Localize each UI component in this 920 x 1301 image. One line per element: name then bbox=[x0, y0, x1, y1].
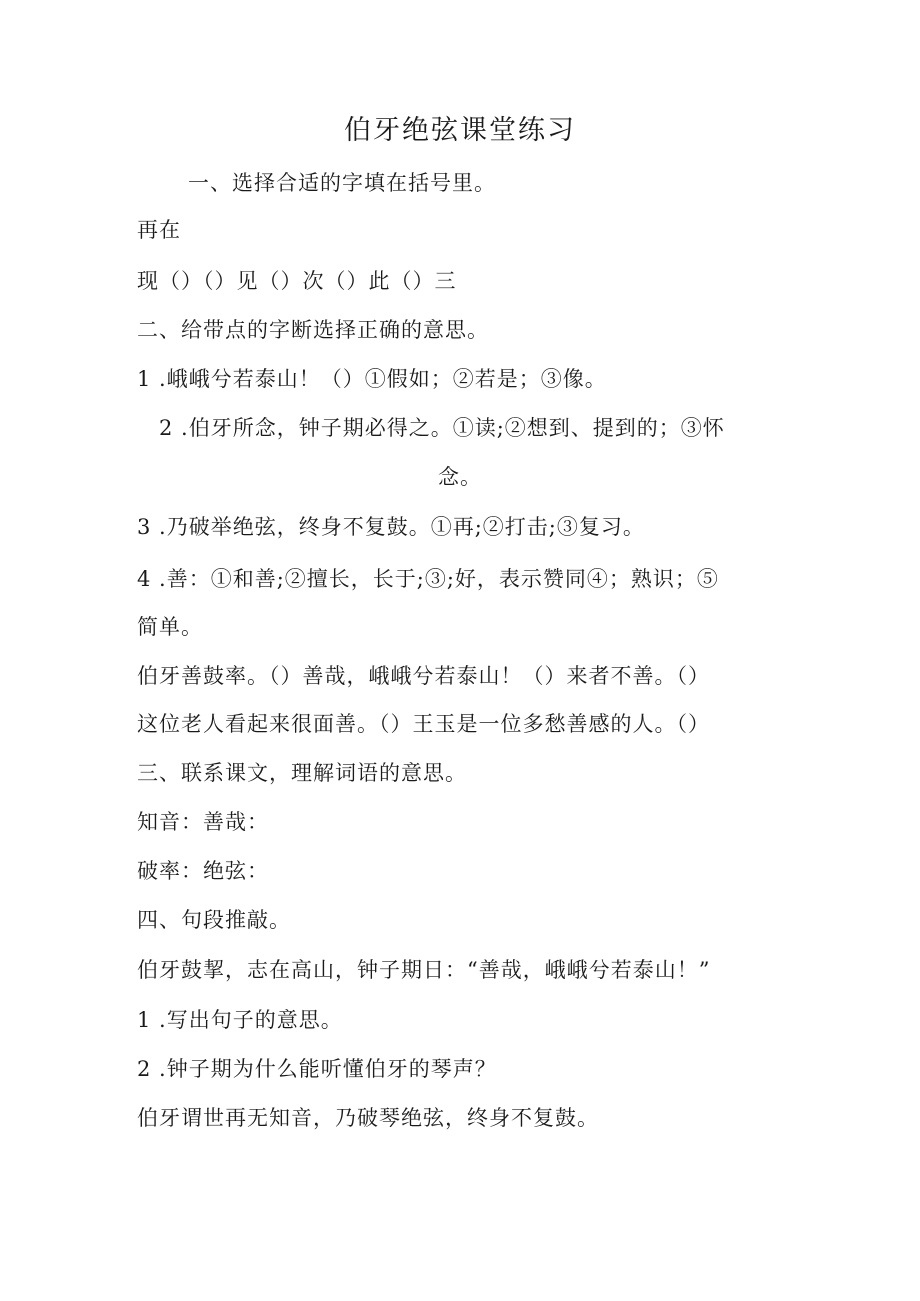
section2-question-1: 1 .峨峨兮若泰山！（）①假如；②若是；③像。 bbox=[137, 367, 607, 391]
section2-question-3: 3 .乃破举绝弦，终身不复鼓。①再;②打击;③复习。 bbox=[137, 515, 645, 539]
section4-question-1: 1 .写出句子的意思。 bbox=[137, 1008, 343, 1032]
section2-heading: 二、给带点的字断选择正确的意思。 bbox=[137, 318, 489, 342]
section1-heading: 一、选择合适的字填在括号里。 bbox=[188, 171, 496, 195]
section1-options: 再在 bbox=[137, 218, 181, 242]
section2-question-2-line-2: 念。 bbox=[438, 465, 482, 489]
section3-heading: 三、联系课文，理解词语的意思。 bbox=[137, 761, 467, 785]
section4-question-2: 2 .钟子期为什么能听懂伯牙的琴声？ bbox=[137, 1057, 497, 1081]
section3-line-1: 知音：善哉： bbox=[137, 810, 269, 834]
page-title: 伯牙绝弦课堂练习 bbox=[344, 115, 576, 146]
section4-heading: 四、句段推敲。 bbox=[137, 908, 291, 932]
section4-closing-sentence: 伯牙谓世再无知音，乃破琴绝弦，终身不复鼓。 bbox=[137, 1106, 599, 1130]
section1-blanks: 现（）（）见（）次（）此（）三 bbox=[137, 269, 457, 293]
section4-quote: 伯牙鼓挈，志在高山，钟子期日：“善哉，峨峨兮若泰山！” bbox=[137, 958, 711, 982]
section2-question-4-line-4: 这位老人看起来很面善。（）王玉是一位多愁善感的人。（） bbox=[137, 712, 710, 736]
section2-question-4-line-2: 简单。 bbox=[137, 615, 203, 639]
section2-question-4-line-3: 伯牙善鼓率。（）善哉，峨峨兮若泰山！（）来者不善。（） bbox=[137, 664, 710, 688]
section2-question-2-line-1: 2 .伯牙所念，钟子期必得之。①读;②想到、提到的；③怀 bbox=[159, 416, 725, 440]
section2-question-4-line-1: 4 .善：①和善;②擅长，长于;③;好，表示赞同④；熟识；⑤ bbox=[137, 567, 719, 591]
section3-line-2: 破率：绝弦： bbox=[137, 859, 269, 883]
